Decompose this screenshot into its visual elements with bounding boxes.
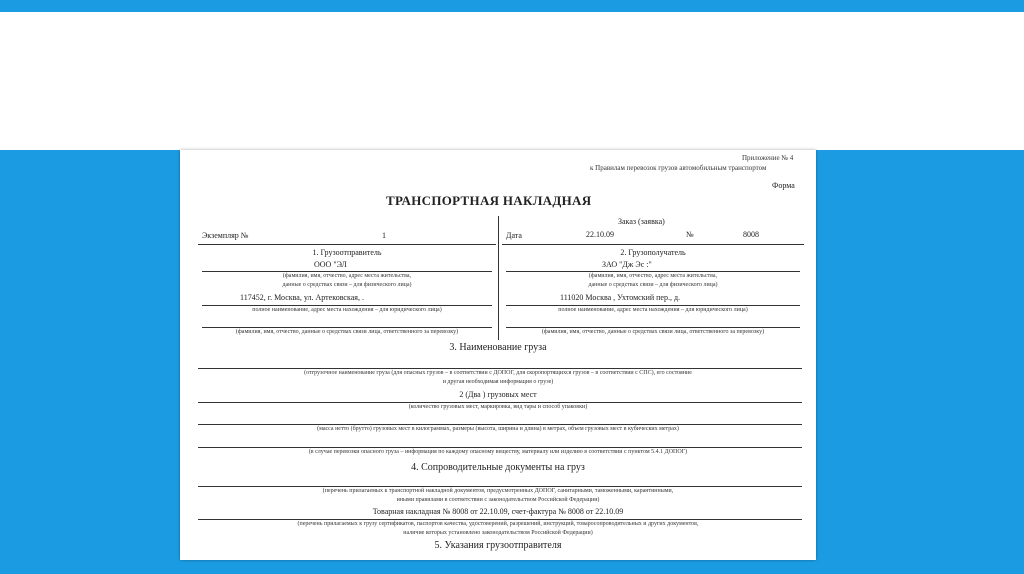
consignee-hint-3: полное наименование, адрес места нахождения – для юридического лица) [558, 307, 748, 313]
cargo-places: 2 (Два ) грузовых мест [459, 390, 537, 399]
shipper-hint-3: полное наименование, адрес места нахождения – для юридического лица) [252, 307, 442, 313]
docs-heading: 4. Сопроводительные документы на груз [411, 462, 585, 473]
shipper-address-line [202, 305, 492, 306]
cargo-hazard-line [198, 447, 802, 448]
consignee-hint-1: (фамилия, имя, отчество, адрес места жительства, [588, 273, 718, 279]
docs-hint-1: (перечень прилагаемых к транспортной накладной документов, предусмотренных ДОПОГ, санитарными, таможенными, карантинными, [322, 488, 674, 494]
docs-invoice-line [198, 519, 802, 520]
cargo-places-line [198, 402, 802, 403]
waybill-document [180, 150, 816, 560]
shipper-hint-4: (фамилия, имя, отчество, данные о средствах связи лица, ответственного за перевозку) [235, 329, 459, 335]
docs-hint-4: наличие которых установлено законодательством Российской Федерации) [403, 530, 593, 536]
document-title: ТРАНСПОРТНАЯ НАКЛАДНАЯ [386, 193, 592, 208]
shipper-contact-line [202, 327, 492, 328]
consignee-name: ЗАО "Дж Эс :" [602, 260, 652, 269]
date-value: 22.10.09 [586, 230, 614, 239]
instructions-heading: 5. Указания грузоотправителя [434, 540, 562, 551]
consignee-address: 111020 Москва , Ухтомский пер., д. [560, 293, 681, 302]
center-divider [498, 216, 499, 340]
number-value: 8008 [743, 230, 759, 239]
consignee-contact-line [506, 327, 800, 328]
copy-underline [198, 244, 496, 245]
date-underline [502, 244, 804, 245]
order-label: Заказ (заявка) [618, 217, 665, 226]
consignee-heading: 2. Грузополучатель [620, 248, 686, 257]
number-label: № [686, 230, 694, 239]
shipper-hint-2: данные о средствах связи – для физического лица) [282, 282, 412, 288]
docs-invoice: Товарная накладная № 8008 от 22.10.09, счет-фактура № 8008 от 22.10.09 [372, 507, 624, 516]
cargo-hint-2: и другая необходимая информация о грузе) [442, 379, 554, 385]
consignee-hint-2: данные о средствах связи – для физического лица) [588, 282, 718, 288]
cargo-hint-1: (отгрузочное наименование груза (для опасных грузов – в соответствии с ДОПОГ, для скоропортящихся грузов – в соответствии с СПС), его состояние [304, 370, 692, 376]
shipper-hint-1: (фамилия, имя, отчество, адрес места жительства, [282, 273, 412, 279]
copy-label: Экземпляр № [202, 231, 249, 240]
cargo-name-line [198, 368, 802, 369]
cargo-heading: 3. Наименование груза [449, 342, 547, 353]
docs-list-line [198, 486, 802, 487]
cargo-hint-3: (количество грузовых мест, маркировка, вид тары и способ упаковки) [408, 404, 588, 410]
shipper-name-line [202, 271, 492, 272]
form-label: Форма [772, 181, 795, 190]
consignee-address-line [506, 305, 800, 306]
rules-label: к Правилам перевозок грузов автомобильным транспортом [590, 164, 767, 172]
shipper-heading: 1. Грузоотправитель [312, 248, 382, 257]
cargo-mass-line [198, 424, 802, 425]
top-accent-band [0, 0, 1024, 12]
consignee-hint-4: (фамилия, имя, отчество, данные о средствах связи лица, ответственного за перевозку) [541, 329, 765, 335]
consignee-name-line [506, 271, 800, 272]
appendix-label: Приложение № 4 [742, 154, 794, 162]
docs-hint-2: иными правилами в соответствии с законодательством Российской Федерации) [396, 497, 600, 503]
date-label: Дата [506, 231, 522, 240]
shipper-name: ООО "ЭЛ [314, 260, 347, 269]
cargo-hint-4: (масса нетто (брутто) грузовых мест в килограммах, размеры (высота, ширина и длина) в метрах, объем грузовых мест в кубических метрах) [317, 426, 679, 432]
copy-value: 1 [382, 231, 386, 240]
shipper-address: 117452, г. Москва, ул. Артековская, . [240, 293, 364, 302]
cargo-hint-5: (в случае перевозки опасного груза – информация по каждому опасному веществу, материалу или изделию в соответствии с пунктом 5.4.1 ДОПОГ) [308, 449, 688, 455]
docs-hint-3: (перечень прилагаемых к грузу сертификатов, паспортов качества, удостоверений, разрешений, инструкций, товаросопроводительных и других документов, [297, 521, 699, 527]
